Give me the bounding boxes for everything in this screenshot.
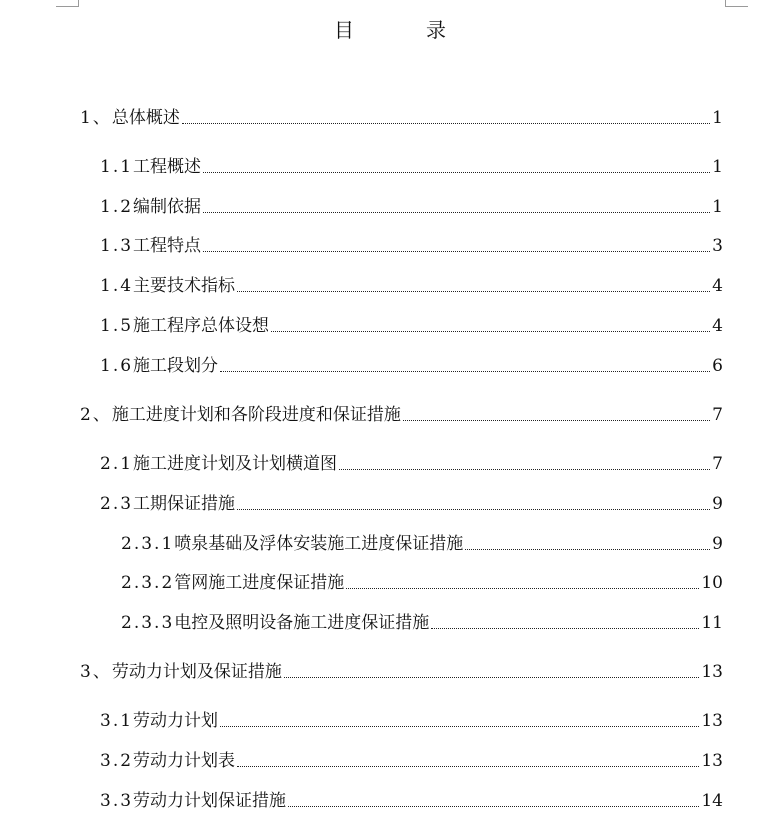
toc-text: 工程特点 (133, 236, 202, 256)
toc-text: 施工进度计划及计划横道图 (133, 454, 338, 474)
toc-number: 2.3.1 (121, 534, 175, 554)
toc-text: 劳动力计划保证措施 (133, 791, 287, 811)
toc-number: 2、 (80, 405, 112, 425)
toc-page: 14 (701, 791, 723, 811)
toc-page: 7 (712, 405, 723, 425)
toc-text: 工程概述 (133, 157, 202, 177)
toc-page: 13 (701, 711, 723, 731)
toc-leader (288, 805, 699, 807)
toc-text: 劳动力计划表 (133, 751, 236, 771)
toc-entry-3-3[interactable] (100, 787, 723, 811)
toc-page: 1 (712, 157, 723, 177)
toc-leader (284, 676, 700, 678)
toc-number: 1.6 (100, 356, 134, 376)
toc-page: 4 (712, 316, 723, 336)
toc-page: 1 (712, 197, 723, 217)
toc-page: 13 (701, 662, 723, 682)
toc-text: 工期保证措施 (133, 494, 236, 514)
toc-entry-2-1[interactable] (100, 450, 723, 474)
toc-leader (431, 627, 699, 629)
toc-number: 1.4 (100, 276, 134, 296)
toc-text: 电控及照明设备施工进度保证措施 (174, 613, 430, 633)
toc-number: 1.2 (100, 197, 134, 217)
page-corner-mark-right (725, 0, 748, 7)
toc-entry-3[interactable] (80, 658, 723, 682)
toc-entry-3-1[interactable] (100, 707, 723, 731)
toc-entry-3-2[interactable] (100, 747, 723, 771)
toc-page: 6 (712, 356, 723, 376)
toc-number: 3.3 (100, 791, 134, 811)
toc-entry-1-4[interactable] (100, 272, 723, 296)
toc-page: 13 (701, 751, 723, 771)
toc-text: 喷泉基础及浮体安装施工进度保证措施 (174, 534, 464, 554)
toc-leader (220, 370, 710, 372)
toc-text: 编制依据 (133, 197, 202, 217)
toc-text: 主要技术指标 (133, 276, 236, 296)
toc-page: 3 (712, 236, 723, 256)
toc-text: 施工程序总体设想 (133, 316, 270, 336)
toc-entry-2-3-3[interactable] (121, 609, 723, 633)
toc-text: 管网施工进度保证措施 (174, 573, 345, 593)
toc-text: 施工进度计划和各阶段进度和保证措施 (111, 405, 401, 425)
toc-entry-1[interactable] (80, 104, 723, 128)
toc-leader (203, 211, 710, 213)
toc-number: 1.5 (100, 316, 134, 336)
toc-page: 9 (712, 534, 723, 554)
toc-text: 施工段划分 (133, 356, 219, 376)
page-title: 目 录 (334, 18, 472, 42)
toc-leader (220, 725, 699, 727)
toc-number: 3、 (80, 662, 112, 682)
toc-entry-1-1[interactable] (100, 153, 723, 177)
toc-page: 9 (712, 494, 723, 514)
toc-leader (237, 765, 699, 767)
toc-number: 3.1 (100, 711, 134, 731)
toc-number: 2.3.2 (121, 573, 175, 593)
toc-number: 2.3 (100, 494, 134, 514)
toc-number: 3.2 (100, 751, 134, 771)
toc-entry-2-3[interactable] (100, 490, 723, 514)
toc-number: 2.1 (100, 454, 134, 474)
toc-leader (203, 250, 710, 252)
toc-page: 10 (701, 573, 723, 593)
toc-entry-1-2[interactable] (100, 193, 723, 217)
toc-entry-2-3-2[interactable] (121, 569, 723, 593)
toc-entry-2-3-1[interactable] (121, 530, 723, 554)
toc-leader (237, 508, 710, 510)
toc-entry-1-6[interactable] (100, 352, 723, 376)
toc-text: 总体概述 (111, 108, 180, 128)
toc-page: 7 (712, 454, 723, 474)
page-corner-mark-left (56, 0, 79, 7)
toc-entry-2[interactable] (80, 401, 723, 425)
toc-leader (403, 419, 710, 421)
toc-entry-1-3[interactable] (100, 232, 723, 256)
toc-page: 1 (712, 108, 723, 128)
toc-number: 1.1 (100, 157, 134, 177)
toc-page: 4 (712, 276, 723, 296)
toc-leader (271, 330, 710, 332)
toc-leader (346, 587, 699, 589)
toc-entry-1-5[interactable] (100, 312, 723, 336)
toc-number: 1.3 (100, 236, 134, 256)
toc-leader (237, 290, 710, 292)
toc-leader (339, 468, 710, 470)
toc-number: 2.3.3 (121, 613, 175, 633)
toc-text: 劳动力计划及保证措施 (111, 662, 282, 682)
toc-leader (182, 122, 710, 124)
toc-number: 1、 (80, 108, 112, 128)
toc-text: 劳动力计划 (133, 711, 219, 731)
toc-page: 11 (701, 613, 723, 633)
toc-leader (465, 548, 710, 550)
toc-leader (203, 171, 710, 173)
